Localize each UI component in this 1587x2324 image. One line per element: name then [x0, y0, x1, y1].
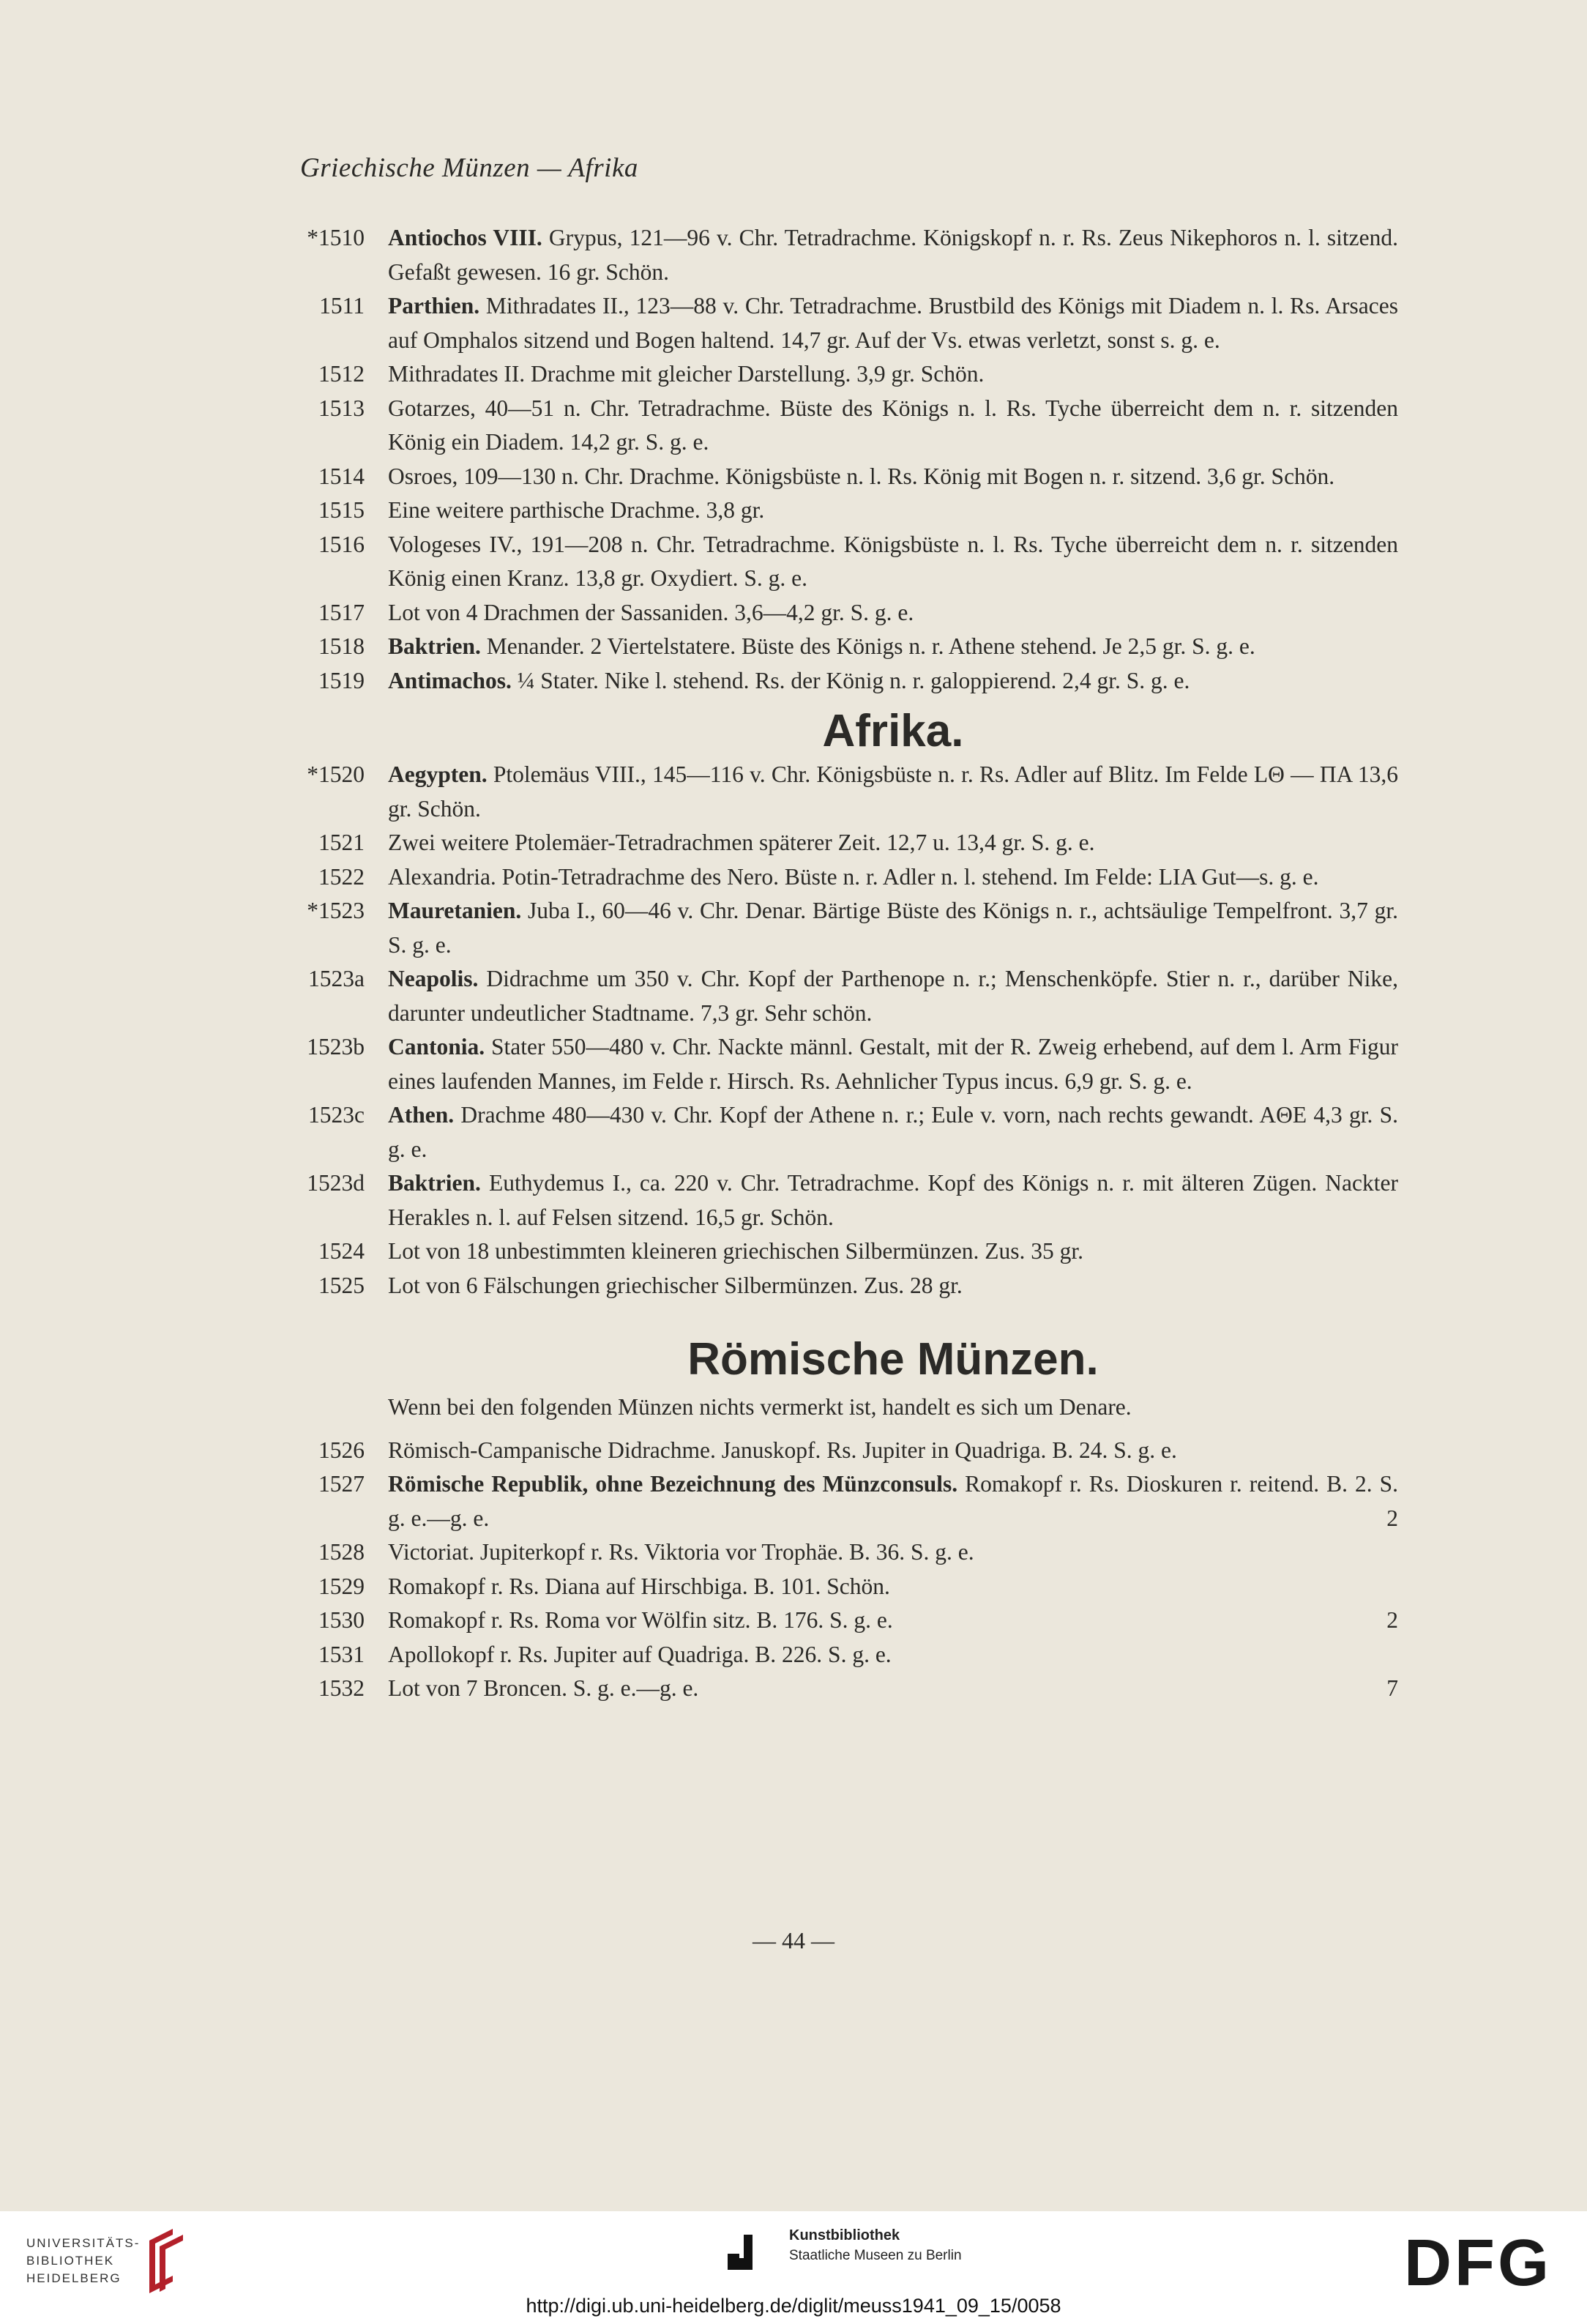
lot-text: Apollokopf r. Rs. Jupiter auf Quadriga. B. 226. S. g. e. — [388, 1641, 892, 1667]
lot-number: 1529 — [318, 1573, 365, 1599]
ub-logo-line-1: UNIVERSITÄTS- — [26, 2236, 141, 2250]
lot-text: Lot von 6 Fälschungen griechischer Silbermünzen. Zus. 28 gr. — [388, 1272, 963, 1298]
lot-entry — [278, 1098, 1398, 1166]
lot-entry — [278, 1269, 1398, 1303]
lot-description — [388, 1467, 1398, 1535]
lot-description — [388, 1535, 1398, 1570]
lot-description — [388, 664, 1398, 699]
lot-heading: Römische Republik, ohne Bezeichnung des Münzconsuls. — [388, 1471, 958, 1497]
lot-entry — [278, 758, 1398, 826]
lot-description — [388, 758, 1398, 826]
lot-text: Stater 550—480 v. Chr. Nackte männl. Gestalt, mit der R. Zweig erhebend, auf dem l. Arm Figur eines laufenden Mannes, im Felde r. Hirsch. Rs. Aehnlicher Typus incus. 6,9 gr. S. g. e. — [388, 1034, 1398, 1094]
lot-entry — [278, 630, 1398, 664]
lot-number: 1519 — [318, 667, 365, 693]
running-head: Griechische Münzen — Afrika — [300, 153, 638, 183]
lot-entry — [278, 289, 1398, 357]
lot-entry — [278, 221, 1398, 289]
lot-entry — [278, 894, 1398, 962]
lot-description — [388, 494, 1398, 528]
lot-entry — [278, 494, 1398, 528]
lot-heading: Antimachos. — [388, 667, 512, 693]
kunstbibliothek-emblem-icon — [725, 2232, 757, 2273]
lot-number: 1528 — [318, 1539, 365, 1565]
lot-heading: Aegypten. — [388, 761, 488, 787]
lot-description — [388, 1269, 1398, 1303]
lot-entry — [278, 1166, 1398, 1234]
lot-number: 1523c — [308, 1102, 365, 1128]
lot-description — [388, 1672, 1398, 1706]
lot-number: *1523 — [307, 898, 365, 923]
lot-number: 1532 — [318, 1675, 365, 1701]
lot-text: Victoriat. Jupiterkopf r. Rs. Viktoria vor Trophäe. B. 36. S. g. e. — [388, 1539, 974, 1565]
lot-entry — [278, 460, 1398, 494]
lot-text: Römisch-Campanische Didrachme. Januskopf. Rs. Jupiter in Quadriga. B. 24. S. g. e. — [388, 1437, 1177, 1463]
lot-number: 1511 — [319, 293, 365, 319]
lot-description — [388, 460, 1398, 494]
source-url-link[interactable]: http://digi.ub.uni-heidelberg.de/diglit/meuss1941_09_15/0058 — [526, 2295, 1061, 2317]
lot-list — [278, 221, 1398, 1706]
lot-description — [388, 1166, 1398, 1234]
lot-description — [388, 1030, 1398, 1098]
lot-number: 1526 — [318, 1437, 365, 1463]
lot-number: 1531 — [318, 1641, 365, 1667]
lot-number: 1527 — [318, 1471, 365, 1497]
lot-group-afrika — [278, 758, 1398, 1303]
lot-text: Osroes, 109—130 n. Chr. Drachme. Königsbüste n. l. Rs. König mit Bogen n. r. sitzend. 3,6 gr. Schön. — [388, 463, 1335, 489]
lot-entry — [278, 860, 1398, 895]
lot-number: 1525 — [318, 1272, 365, 1298]
lot-number: *1520 — [307, 761, 365, 787]
lot-entry — [278, 1535, 1398, 1570]
lot-number: 1516 — [318, 531, 365, 557]
lot-text: Gotarzes, 40—51 n. Chr. Tetradrachme. Büste des Königs n. l. Rs. Tyche überreicht dem n. r. sitzenden König ein Diadem. 14,2 gr. S. g. e. — [388, 395, 1398, 455]
lot-entry — [278, 826, 1398, 860]
lot-quantity: 7 — [1386, 1675, 1398, 1701]
lot-entry — [278, 1570, 1398, 1604]
lot-text: Mithradates II. Drachme mit gleicher Darstellung. 3,9 gr. Schön. — [388, 361, 985, 387]
lot-heading: Athen. — [388, 1102, 455, 1128]
lot-heading: Cantonia. — [388, 1034, 485, 1059]
lot-number: 1524 — [318, 1238, 365, 1264]
lot-number: 1512 — [318, 361, 365, 387]
lot-description — [388, 289, 1398, 357]
lot-text: Ptolemäus VIII., 145—116 v. Chr. Königsbüste n. r. Rs. Adler auf Blitz. Im Felde LΘ — ΠΑ 13,6 gr. Schön. — [388, 761, 1398, 822]
lot-entry — [278, 1672, 1398, 1706]
lot-group-roemisch — [278, 1434, 1398, 1706]
lot-heading: Baktrien. — [388, 633, 481, 659]
lot-description — [388, 894, 1398, 962]
lot-heading: Parthien. — [388, 293, 480, 319]
lot-entry — [278, 1234, 1398, 1269]
lot-entry — [278, 664, 1398, 699]
lot-text: Mithradates II., 123—88 v. Chr. Tetradrachme. Brustbild des Königs mit Diadem n. l. Rs. Arsaces auf Omphalos sitzend und Bogen haltend. 14,7 gr. Auf der Vs. etwas verletzt, sonst s. g. e. — [388, 293, 1398, 353]
lot-description — [388, 1234, 1398, 1269]
lot-heading: Antiochos VIII. — [388, 225, 542, 250]
lot-number: *1510 — [307, 225, 365, 250]
section-title-roemische-muenzen: Römische Münzen. — [687, 1334, 1099, 1385]
lot-text: Lot von 7 Broncen. S. g. e.—g. e. — [388, 1675, 699, 1701]
lot-entry — [278, 1030, 1398, 1098]
lot-text: Juba I., 60—46 v. Chr. Denar. Bärtige Büste des Königs n. r., achtsäulige Tempelfront. 3,7 gr. S. g. e. — [388, 898, 1398, 958]
lot-description — [388, 1098, 1398, 1166]
lot-entry — [278, 1467, 1398, 1535]
lot-description — [388, 221, 1398, 289]
lot-heading: Mauretanien. — [388, 898, 522, 923]
lot-entry — [278, 392, 1398, 460]
lot-number: 1523a — [308, 966, 365, 991]
lot-text: ¼ Stater. Nike l. stehend. Rs. der König n. r. galoppierend. 2,4 gr. S. g. e. — [511, 667, 1190, 693]
lot-entry — [278, 1638, 1398, 1672]
lot-number: 1514 — [318, 463, 365, 489]
lot-text: Didrachme um 350 v. Chr. Kopf der Parthenope n. r.; Menschenköpfe. Stier n. r., darüber Nike, darunter undeutlicher Stadtname. 7,3 gr. Sehr schön. — [388, 966, 1398, 1026]
lot-quantity: 2 — [1386, 1607, 1398, 1633]
lot-text: Romakopf r. Rs. Dioskuren r. reitend. B. 2. S. g. e.—g. e. — [388, 1471, 1398, 1531]
lot-heading: Baktrien. — [388, 1170, 481, 1196]
dfg-logo[interactable]: DFG — [1404, 2227, 1552, 2300]
lot-description — [388, 357, 1398, 392]
lot-description — [388, 1434, 1398, 1468]
lot-number: 1517 — [318, 599, 365, 625]
lot-description — [388, 860, 1398, 895]
lot-text: Alexandria. Potin-Tetradrachme des Nero. Büste n. r. Adler n. l. stehend. Im Felde: LIA Gut—s. g. e. — [388, 863, 1319, 890]
ub-logo-line-2: BIBLIOTHEK — [26, 2254, 115, 2268]
lot-description — [388, 392, 1398, 460]
lot-entry — [278, 596, 1398, 630]
lot-text: Zwei weitere Ptolemäer-Tetradrachmen späterer Zeit. 12,7 u. 13,4 gr. S. g. e. — [388, 830, 1095, 855]
lot-text: Euthydemus I., ca. 220 v. Chr. Tetradrachme. Kopf des Königs n. r. mit älteren Zügen. Nackter Herakles n. l. auf Felsen sitzend. 16,5 gr. Schön. — [388, 1170, 1398, 1230]
section-intro: Wenn bei den folgenden Münzen nichts vermerkt ist, handelt es sich um Denare. — [388, 1394, 1132, 1420]
section-title-afrika: Afrika. — [822, 706, 964, 756]
lot-entry — [278, 1604, 1398, 1638]
lot-number: 1523b — [307, 1034, 365, 1059]
lot-group-griechisch — [278, 221, 1398, 698]
lot-number: 1521 — [318, 830, 365, 855]
lot-number: 1518 — [318, 633, 365, 659]
lot-description — [388, 826, 1398, 860]
lot-text: Lot von 4 Drachmen der Sassaniden. 3,6—4,2 gr. S. g. e. — [388, 599, 914, 625]
lot-number: 1523d — [307, 1170, 365, 1196]
lot-text: Romakopf r. Rs. Roma vor Wölfin sitz. B. 176. S. g. e. — [388, 1607, 893, 1633]
lot-quantity: 2 — [1386, 1505, 1398, 1531]
lot-description — [388, 1638, 1398, 1672]
page-number: — 44 — — [753, 1927, 834, 1954]
kunstbibliothek-subtitle: Staatliche Museen zu Berlin — [789, 2248, 962, 2263]
lot-description — [388, 528, 1398, 596]
lot-description — [388, 630, 1398, 664]
lot-number: 1515 — [318, 497, 365, 523]
lot-heading: Neapolis. — [388, 966, 479, 991]
lot-text: Eine weitere parthische Drachme. 3,8 gr. — [388, 497, 765, 523]
lot-entry — [278, 357, 1398, 392]
lot-entry — [278, 528, 1398, 596]
ub-heidelberg-mark-icon — [143, 2226, 189, 2293]
lot-text: Menander. 2 Viertelstatere. Büste des Königs n. r. Athene stehend. Je 2,5 gr. S. g. e. — [480, 633, 1255, 659]
lot-number: 1513 — [318, 395, 365, 421]
lot-text: Romakopf r. Rs. Diana auf Hirschbiga. B. 101. Schön. — [388, 1573, 890, 1599]
lot-description — [388, 596, 1398, 630]
lot-number: 1530 — [318, 1607, 365, 1633]
lot-description — [388, 1570, 1398, 1604]
lot-description — [388, 962, 1398, 1030]
lot-entry — [278, 1434, 1398, 1468]
lot-description — [388, 1604, 1398, 1638]
lot-text: Drachme 480—430 v. Chr. Kopf der Athene n. r.; Eule v. vorn, nach rechts gewandt. AΘE 4,3 gr. S. g. e. — [388, 1102, 1398, 1162]
kunstbibliothek-title: Kunstbibliothek — [789, 2227, 900, 2243]
lot-entry — [278, 962, 1398, 1030]
lot-text: Lot von 18 unbestimmten kleineren griechischen Silbermünzen. Zus. 35 gr. — [388, 1238, 1084, 1264]
lot-number: 1522 — [318, 863, 365, 890]
lot-text: Vologeses IV., 191—208 n. Chr. Tetradrachme. Königsbüste n. l. Rs. Tyche überreicht dem n. r. sitzenden König einen Kranz. 13,8 gr. Oxydiert. S. g. e. — [388, 531, 1398, 591]
lot-text: Grypus, 121—96 v. Chr. Tetradrachme. Königskopf n. r. Rs. Zeus Nikephoros n. l. sitzend. Gefaßt gewesen. 16 gr. Schön. — [388, 225, 1399, 285]
ub-logo-line-3: HEIDELBERG — [26, 2271, 122, 2285]
